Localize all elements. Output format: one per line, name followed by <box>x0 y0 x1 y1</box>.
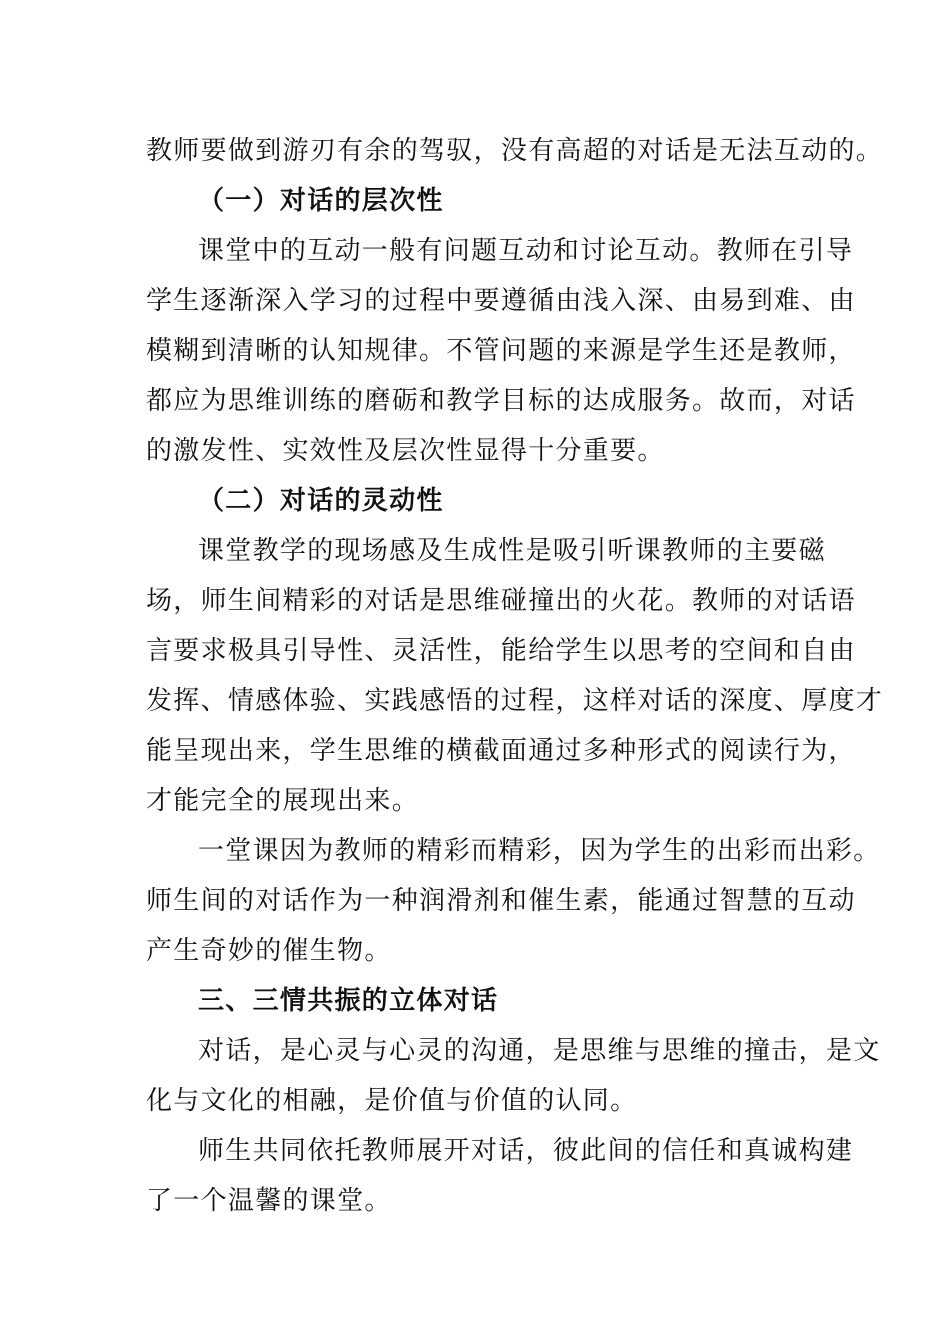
paragraph-line: 一堂课因为教师的精彩而精彩，因为学生的出彩而出彩。 <box>198 836 881 866</box>
paragraph-line: 化与文化的相融，是价值与价值的认同。 <box>146 1086 638 1116</box>
paragraph-line: 师生共同依托教师展开对话，彼此间的信任和真诚构建 <box>198 1136 854 1166</box>
section-heading: 三、三情共振的立体对话 <box>198 986 499 1016</box>
paragraph-line: 发挥、情感体验、实践感悟的过程，这样对话的深度、厚度才 <box>146 686 884 716</box>
paragraph-line: 师生间的对话作为一种润滑剂和催生素，能通过智慧的互动 <box>146 886 856 916</box>
paragraph-line: 模糊到清晰的认知规律。不管问题的来源是学生还是教师， <box>146 336 856 366</box>
paragraph-line: 课堂教学的现场感及生成性是吸引听课教师的主要磁 <box>198 536 826 566</box>
paragraph-line: 能呈现出来，学生思维的横截面通过多种形式的阅读行为， <box>146 736 856 766</box>
section-heading: （二）对话的灵动性 <box>198 486 444 516</box>
paragraph-line: 场，师生间精彩的对话是思维碰撞出的火花。教师的对话语 <box>146 586 856 616</box>
paragraph-line: 都应为思维训练的磨砺和教学目标的达成服务。故而，对话 <box>146 386 856 416</box>
paragraph-line: 产生奇妙的催生物。 <box>146 936 392 966</box>
paragraph-line: 对话，是心灵与心灵的沟通，是思维与思维的撞击，是文 <box>198 1036 881 1066</box>
paragraph-line: 言要求极具引导性、灵活性，能给学生以思考的空间和自由 <box>146 636 856 666</box>
paragraph-line: 教师要做到游刃有余的驾驭，没有高超的对话是无法互动的。 <box>146 136 884 166</box>
paragraph-line: 课堂中的互动一般有问题互动和讨论互动。教师在引导 <box>198 236 854 266</box>
paragraph-line: 的激发性、实效性及层次性显得十分重要。 <box>146 436 665 466</box>
paragraph-line: 学生逐渐深入学习的过程中要遵循由浅入深、由易到难、由 <box>146 286 856 316</box>
paragraph-line: 了一个温馨的课堂。 <box>146 1186 392 1216</box>
paragraph-line: 才能完全的展现出来。 <box>146 786 420 816</box>
section-heading: （一）对话的层次性 <box>198 186 444 216</box>
